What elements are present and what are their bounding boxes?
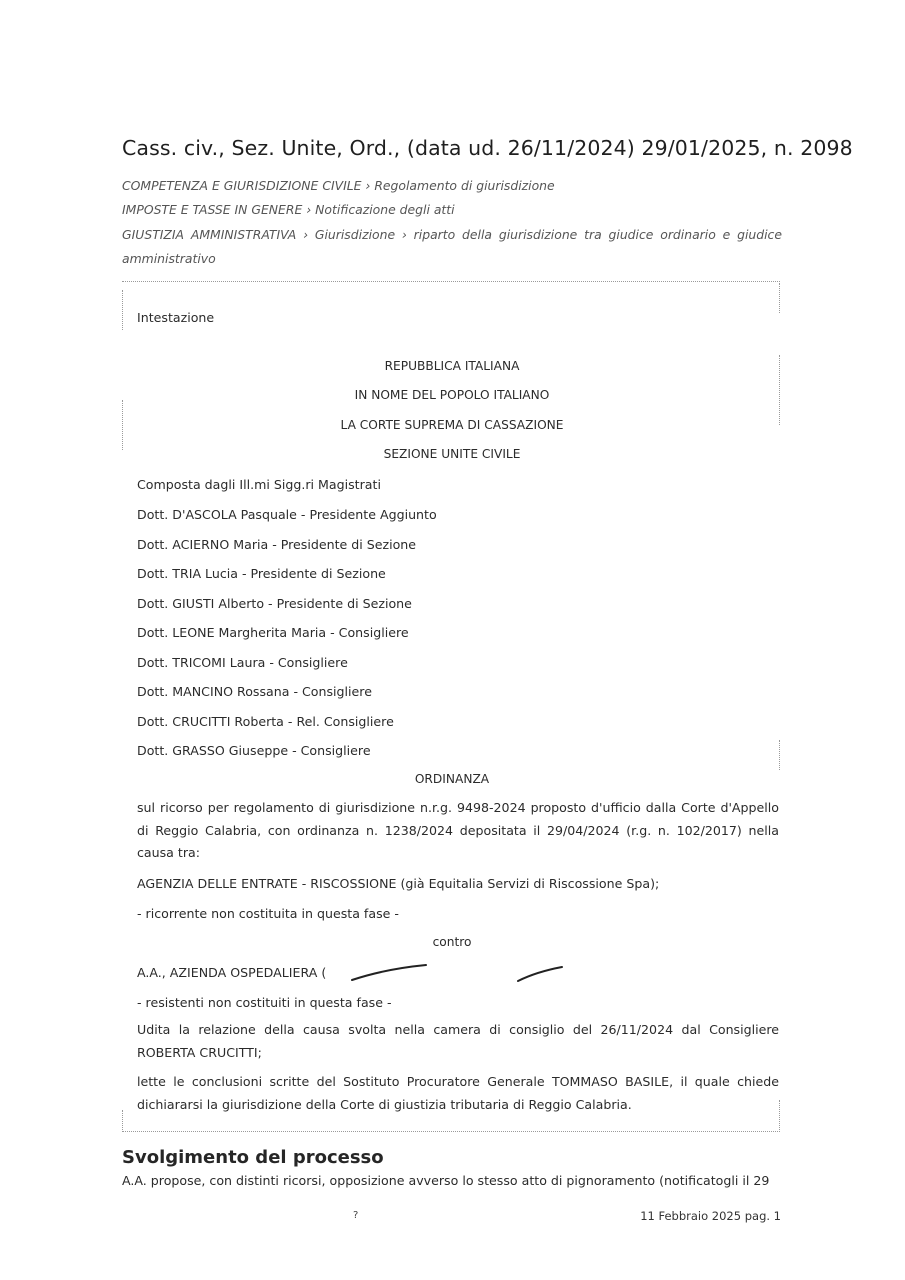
header-line-corte: LA CORTE SUPREMA DI CASSAZIONE	[340, 418, 564, 432]
document-title: Cass. civ., Sez. Unite, Ord., (data ud. 26/11/2024) 29/01/2025, n. 2098	[122, 136, 853, 160]
redaction-stroke-icon	[516, 963, 566, 985]
magistrate-item: Dott. CRUCITTI Roberta - Rel. Consigliere	[137, 714, 394, 729]
magistrate-item: Dott. D'ASCOLA Pasquale - Presidente Aggiunto	[137, 507, 437, 522]
header-line-sezione: SEZIONE UNITE CIVILE	[383, 447, 521, 461]
party-ricorrente-status: - ricorrente non costituita in questa fase -	[137, 906, 399, 921]
udita-paragraph: Udita la relazione della causa svolta nella camera di consiglio del 26/11/2024 dal Consigliere ROBERTA CRUCITTI;	[137, 1022, 779, 1060]
party-resistente: A.A., AZIENDA OSPEDALIERA (	[137, 965, 327, 980]
category-imposte[interactable]: IMPOSTE E TASSE IN GENERE › Notificazione degli atti	[122, 202, 455, 217]
composition-intro: Composta dagli Ill.mi Sigg.ri Magistrati	[137, 477, 381, 492]
party-resistente-status: - resistenti non costituiti in questa fase -	[137, 995, 392, 1010]
section-title: Svolgimento del processo	[122, 1147, 384, 1168]
magistrate-item: Dott. GRASSO Giuseppe - Consigliere	[137, 743, 371, 758]
header-line-repubblica: REPUBBLICA ITALIANA	[384, 359, 520, 373]
footer-date: 11 Febbraio 2025 pag. 1	[640, 1209, 781, 1223]
ordinanza-heading: ORDINANZA	[414, 772, 490, 786]
box-right-border-bottom	[779, 1100, 780, 1130]
magistrate-item: Dott. TRIA Lucia - Presidente di Sezione	[137, 566, 386, 581]
magistrate-item: Dott. TRICOMI Laura - Consigliere	[137, 655, 348, 670]
category-giustizia[interactable]: GIUSTIZIA AMMINISTRATIVA › Giurisdizione › riparto della giurisdizione tra giudice ordinario e giudice amministrativo	[122, 227, 782, 266]
box-right-border-top	[779, 283, 780, 313]
header-line-popolo: IN NOME DEL POPOLO ITALIANO	[354, 388, 550, 402]
party-ricorrente: AGENZIA DELLE ENTRATE - RISCOSSIONE (già Equitalia Servizi di Riscossione Spa);	[137, 876, 660, 891]
box-top-border	[122, 281, 780, 282]
intestazione-label: Intestazione	[137, 310, 215, 325]
lette-paragraph: lette le conclusioni scritte del Sostituto Procuratore Generale TOMMASO BASILE, il quale chiede dichiararsi la giurisdizione della Corte di giustizia tributaria di Reggio Calabria.	[137, 1074, 779, 1112]
redaction-stroke-icon	[350, 962, 430, 984]
magistrate-item: Dott. LEONE Margherita Maria - Consigliere	[137, 625, 409, 640]
footer-page-marker: ?	[353, 1210, 359, 1221]
box-left-border-top	[122, 290, 123, 330]
section-first-line: A.A. propose, con distinti ricorsi, opposizione avverso lo stesso atto di pignoramento (notificatogli il 29	[122, 1173, 770, 1188]
box-left-border-bottom	[122, 1110, 123, 1130]
magistrate-item: Dott. ACIERNO Maria - Presidente di Sezione	[137, 537, 417, 552]
box-right-border-lower	[779, 740, 780, 770]
category-competenza[interactable]: COMPETENZA E GIURISDIZIONE CIVILE › Regolamento di giurisdizione	[122, 178, 555, 193]
magistrate-item: Dott. GIUSTI Alberto - Presidente di Sezione	[137, 596, 412, 611]
box-bottom-border	[122, 1131, 780, 1132]
magistrate-item: Dott. MANCINO Rossana - Consigliere	[137, 684, 372, 699]
ricorso-paragraph: sul ricorso per regolamento di giurisdizione n.r.g. 9498-2024 proposto d'ufficio dalla Corte d'Appello di Reggio Calabria, con ordinanza n. 1238/2024 depositata il 29/04/2024 (r.g. n. 102/2017) nella causa tra:	[137, 800, 779, 860]
contro-label: contro	[432, 935, 472, 949]
